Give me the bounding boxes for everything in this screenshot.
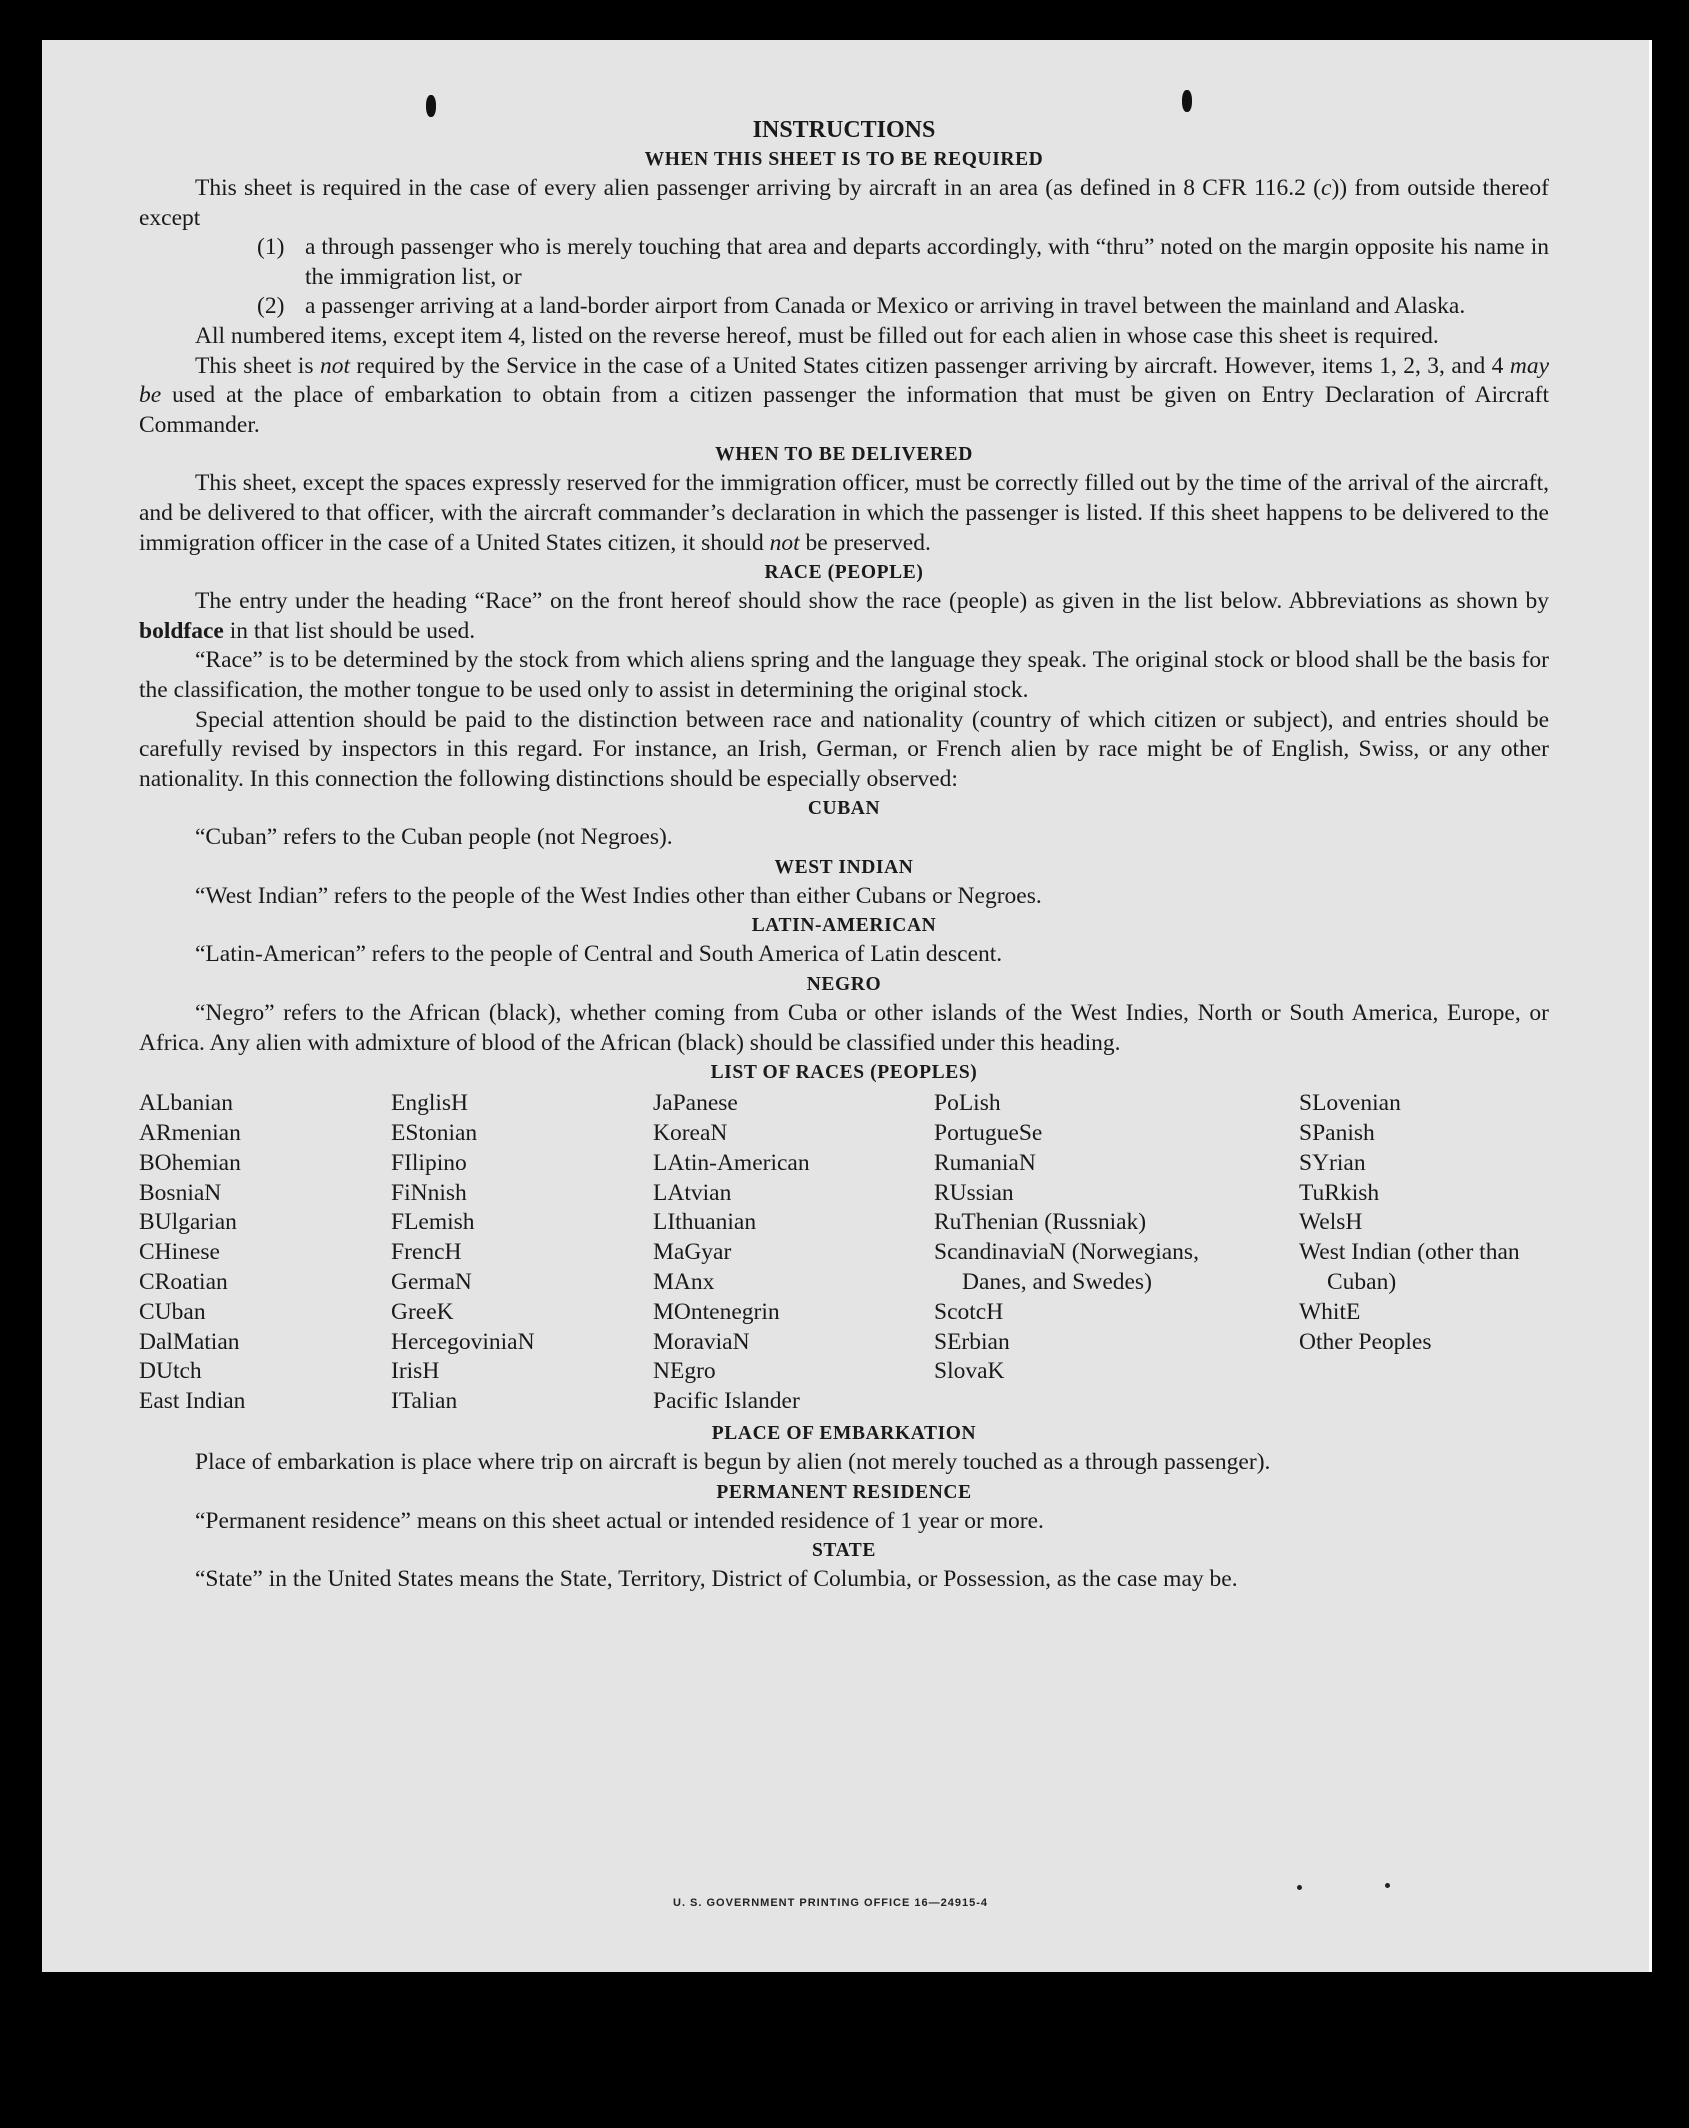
race-entry: ARmenian bbox=[139, 1120, 241, 1147]
races-column-1 bbox=[139, 1089, 245, 1417]
races-column-2 bbox=[391, 1089, 535, 1417]
race-entry: FrencH bbox=[391, 1239, 462, 1266]
exception-item-1: (1) a through passenger who is merely touching that area and departs accordingly, with “thru” noted on the margin opposite his name in the immigration list, or bbox=[257, 234, 1549, 290]
heading-permanent-residence: PERMANENT RESIDENCE bbox=[716, 1481, 972, 1503]
paragraph-latin-american: “Latin-American” refers to the people of Central and South America of Latin descent. bbox=[195, 941, 1003, 968]
race-entry: WelsH bbox=[1299, 1209, 1363, 1236]
punch-hole bbox=[426, 95, 436, 117]
paragraph-citizen: This sheet is not required by the Service in the case of a United States citizen passenger arriving by aircraft. However, items 1, 2, 3, and 4 may be used at the place of embarkation to obtain from a citizen passenger the information that must be given on Entry Declaration of Aircraft Commander. bbox=[139, 352, 1549, 438]
paragraph-cuban: “Cuban” refers to the Cuban people (not Negroes). bbox=[195, 824, 673, 851]
heading-state: STATE bbox=[811, 1540, 877, 1562]
race-entry: EStonian bbox=[391, 1120, 478, 1147]
race-entry: SPanish bbox=[1299, 1120, 1375, 1147]
race-entry: EnglisH bbox=[391, 1090, 469, 1117]
page-edge bbox=[1649, 40, 1652, 1972]
race-entry: LAtin-American bbox=[653, 1149, 810, 1176]
race-entry: FIlipino bbox=[391, 1149, 467, 1176]
race-entry: MOntenegrin bbox=[653, 1298, 780, 1325]
races-column-5 bbox=[1299, 1089, 1549, 1357]
paragraph-west-indian: “West Indian” refers to the people of the West Indies other than either Cubans or Negroes. bbox=[195, 882, 1042, 909]
document-body bbox=[139, 115, 1549, 1595]
races-list bbox=[139, 1089, 1549, 1419]
heading-cuban: CUBAN bbox=[807, 798, 881, 820]
race-entry: RUssian bbox=[934, 1179, 1014, 1206]
race-entry: DalMatian bbox=[139, 1328, 240, 1355]
paragraph-delivered: This sheet, except the spaces expressly reserved for the immigration officer, must be correctly filled out by the time of the arrival of the aircraft, and be delivered to that officer, with the aircraft commander’s declaration in which the passenger is listed. If this sheet happens to be delivered to the immigration officer in the case of a United States citizen, it should not be preserved. bbox=[139, 470, 1549, 556]
race-entry: DUtch bbox=[139, 1358, 202, 1385]
heading-race: RACE (PEOPLE) bbox=[764, 562, 924, 584]
race-entry: BUlgarian bbox=[139, 1209, 237, 1236]
speck bbox=[1385, 1883, 1390, 1888]
paragraph-permanent-residence: “Permanent residence” means on this sheet actual or intended residence of 1 year or more. bbox=[195, 1507, 1044, 1534]
paragraph-race-entry: The entry under the heading “Race” on the front hereof should show the race (people) as given in the list below. Abbreviations as shown by boldface in that list should be used. bbox=[139, 588, 1549, 644]
race-entry: ScotcH bbox=[934, 1298, 1004, 1325]
race-entry: WhitE bbox=[1299, 1298, 1361, 1325]
race-entry: SErbian bbox=[934, 1328, 1010, 1355]
paragraph-negro: “Negro” refers to the African (black), whether coming from Cuba or other islands of the West Indies, North or South America, Europe, or Africa. Any alien with admixture of blood of the African (black) should be classified under this heading. bbox=[139, 1000, 1549, 1056]
race-entry: RumaniaN bbox=[934, 1149, 1036, 1176]
paragraph-race-nationality: Special attention should be paid to the distinction between race and nationality (country of which citizen or subject), and entries should be carefully revised by inspectors in this regard. For instance, an Irish, German, or French alien by race might be of English, Swiss, or any other nationality. In this connection the following distinctions should be especially observed: bbox=[139, 706, 1549, 792]
paragraph-required: This sheet is required in the case of every alien passenger arriving by aircraft in an area (as defined in 8 CFR 116.2 (c)) from outside thereof except bbox=[139, 175, 1549, 231]
race-entry: East Indian bbox=[139, 1388, 246, 1415]
races-column-3 bbox=[653, 1089, 810, 1417]
race-entry: GermaN bbox=[391, 1269, 472, 1296]
race-entry: LAtvian bbox=[653, 1179, 732, 1206]
race-entry: TuRkish bbox=[1299, 1179, 1380, 1206]
race-entry: FLemish bbox=[391, 1209, 475, 1236]
page-title: INSTRUCTIONS bbox=[752, 117, 936, 143]
race-entry: CHinese bbox=[139, 1239, 220, 1266]
race-entry: IrisH bbox=[391, 1358, 440, 1385]
race-entry: CUban bbox=[139, 1298, 206, 1325]
race-entry: SlovaK bbox=[934, 1358, 1005, 1385]
race-entry: SLovenian bbox=[1299, 1090, 1401, 1117]
paragraph-numbered-items: All numbered items, except item 4, listed on the reverse hereof, must be filled out for each alien in whose case this sheet is required. bbox=[195, 322, 1439, 349]
heading-negro: NEGRO bbox=[806, 974, 882, 996]
race-entry: ALbanian bbox=[139, 1090, 233, 1117]
race-entry: KoreaN bbox=[653, 1120, 728, 1147]
race-entry: MAnx bbox=[653, 1269, 715, 1296]
heading-embarkation: PLACE OF EMBARKATION bbox=[711, 1423, 977, 1445]
race-entry: LIthuanian bbox=[653, 1209, 757, 1236]
paragraph-race-stock: “Race” is to be determined by the stock from which aliens spring and the language they speak. The original stock or blood shall be the basis for the classification, the mother tongue to be used only to assist in determining the original stock. bbox=[139, 647, 1549, 703]
race-entry: SYrian bbox=[1299, 1149, 1366, 1176]
punch-hole bbox=[1182, 90, 1192, 112]
race-entry: PortugueSe bbox=[934, 1120, 1043, 1147]
heading-when-required: WHEN THIS SHEET IS TO BE REQUIRED bbox=[644, 149, 1044, 170]
race-entry: PoLish bbox=[934, 1090, 1001, 1117]
paragraph-state: “State” in the United States means the State, Territory, District of Columbia, or Possession, as the case may be. bbox=[195, 1566, 1238, 1593]
race-entry: MaGyar bbox=[653, 1239, 732, 1266]
race-entry: GreeK bbox=[391, 1298, 454, 1325]
race-entry: Other Peoples bbox=[1299, 1328, 1432, 1355]
speck bbox=[1297, 1885, 1302, 1890]
race-entry: RuThenian (Russniak) bbox=[934, 1209, 1147, 1236]
race-entry: HercegoviniaN bbox=[391, 1328, 535, 1355]
printer-imprint: U. S. GOVERNMENT PRINTING OFFICE 16—24915-4 bbox=[673, 1897, 989, 1909]
race-entry: Pacific Islander bbox=[653, 1388, 800, 1415]
race-entry: FiNnish bbox=[391, 1179, 467, 1206]
heading-when-delivered: WHEN TO BE DELIVERED bbox=[715, 444, 973, 466]
heading-west-indian: WEST INDIAN bbox=[774, 856, 914, 878]
heading-latin-american: LATIN-AMERICAN bbox=[751, 915, 937, 937]
race-entry: BosniaN bbox=[139, 1179, 222, 1206]
race-entry: CRoatian bbox=[139, 1269, 228, 1296]
race-entry: NEgro bbox=[653, 1358, 716, 1385]
race-entry: West Indian (other than Cuban) bbox=[1299, 1239, 1520, 1296]
race-entry: JaPanese bbox=[653, 1090, 738, 1117]
race-entry: BOhemian bbox=[139, 1149, 241, 1176]
race-entry: ScandinaviaN (Norwegians, Danes, and Swedes) bbox=[934, 1239, 1199, 1296]
heading-list-of-races: LIST OF RACES (PEOPLES) bbox=[710, 1062, 978, 1084]
paragraph-embarkation: Place of embarkation is place where trip on aircraft is begun by alien (not merely touched as a through passenger). bbox=[195, 1449, 1271, 1476]
races-column-4 bbox=[934, 1089, 1234, 1387]
race-entry: MoraviaN bbox=[653, 1328, 750, 1355]
race-entry: ITalian bbox=[391, 1388, 458, 1415]
exception-item-2: (2) a passenger arriving at a land-border airport from Canada or Mexico or arriving in travel between the mainland and Alaska. bbox=[257, 293, 1466, 320]
